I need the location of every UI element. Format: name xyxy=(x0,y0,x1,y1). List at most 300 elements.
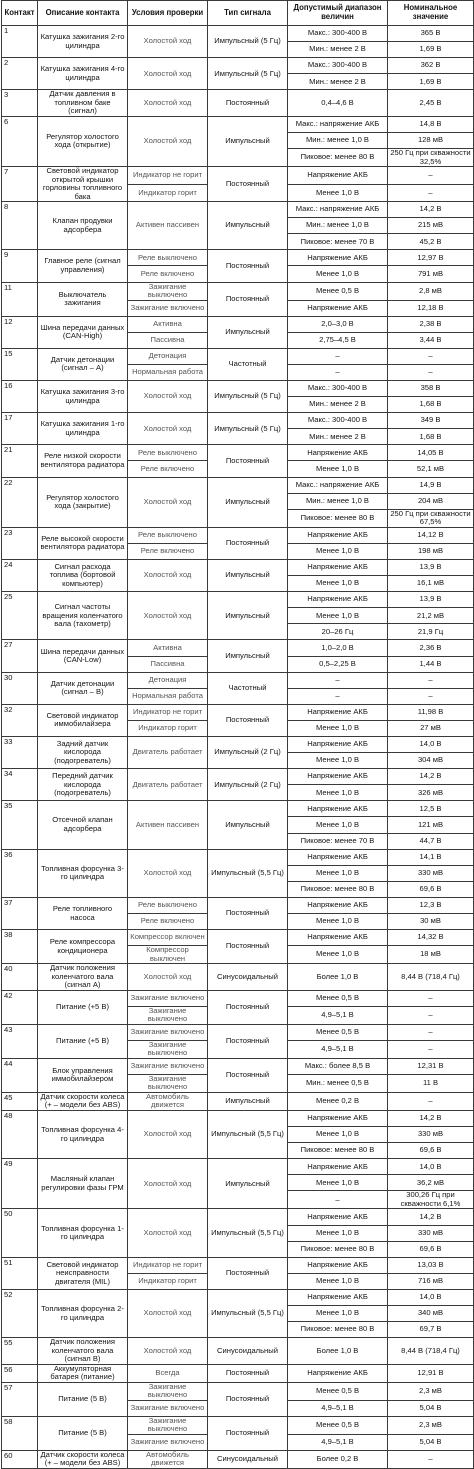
allowed-range: Напряжение АКБ xyxy=(288,736,388,752)
check-condition: Холостой ход xyxy=(128,90,208,117)
contact-number: 35 xyxy=(2,801,38,849)
contact-number: 58 xyxy=(2,1416,38,1450)
contact-number: 23 xyxy=(2,527,38,559)
allowed-range: Напряжение АКБ xyxy=(288,704,388,720)
contact-number: 21 xyxy=(2,445,38,477)
contact-description: Датчик детонации (сигнал – В) xyxy=(38,672,128,704)
allowed-range: Напряжение АКБ xyxy=(288,801,388,817)
contact-number: 52 xyxy=(2,1289,38,1337)
nominal-value: 1,68 В xyxy=(388,429,474,445)
table-row xyxy=(2,1416,474,1434)
nominal-value: 8,44 В (718,4 Гц) xyxy=(388,1338,474,1365)
allowed-range: Макс.: 300-400 В xyxy=(288,381,388,397)
allowed-range: Менее 0,5 В xyxy=(288,1416,388,1434)
contact-description: Регулятор холостого хода (закрытие) xyxy=(38,477,128,527)
nominal-value: 69,6 В xyxy=(388,881,474,897)
nominal-value: 30 мВ xyxy=(388,914,474,930)
nominal-value: 1,68 В xyxy=(388,397,474,413)
nominal-value: 2,36 В xyxy=(388,640,474,656)
check-condition: Активна xyxy=(128,316,208,332)
nominal-value: 330 мВ xyxy=(388,1127,474,1143)
signal-type: Импульсный (5,5 Гц) xyxy=(208,1209,288,1257)
contact-number: 9 xyxy=(2,250,38,282)
signal-type: Импульсный xyxy=(208,640,288,672)
table-row xyxy=(2,1338,474,1365)
allowed-range: Напряжение АКБ xyxy=(288,592,388,608)
table-row xyxy=(2,1364,474,1382)
allowed-range: – xyxy=(288,364,388,380)
nominal-value: 12,97 В xyxy=(388,250,474,266)
signal-type: Импульсный xyxy=(208,801,288,849)
nominal-value: 2,8 мВ xyxy=(388,282,474,300)
allowed-range: Мин.: менее 2 В xyxy=(288,429,388,445)
contact-number: 57 xyxy=(2,1382,38,1416)
signal-type: Постоянный xyxy=(208,167,288,202)
contact-description: Топливная форсунка 1-го цилиндра xyxy=(38,1209,128,1257)
nominal-value: 250 Гц при скважности 67,5% xyxy=(388,509,474,527)
nominal-value: – xyxy=(388,1092,474,1110)
check-condition: Индикатор горит xyxy=(128,1273,208,1289)
check-condition: Двигатель работает xyxy=(128,736,208,768)
table-row xyxy=(2,559,474,575)
allowed-range: Менее 1,0 В xyxy=(288,184,388,202)
allowed-range: 4,9–5,1 В xyxy=(288,1400,388,1416)
nominal-value: 330 мВ xyxy=(388,865,474,881)
contact-number: 25 xyxy=(2,592,38,640)
allowed-range: Напряжение АКБ xyxy=(288,849,388,865)
contact-description: Световой индикатор иммобилайзера xyxy=(38,704,128,736)
contact-number: 6 xyxy=(2,116,38,166)
allowed-range: Менее 0,5 В xyxy=(288,1024,388,1040)
allowed-range: Макс.: напряжение АКБ xyxy=(288,477,388,493)
contact-description: Выключатель зажигания xyxy=(38,282,128,316)
contact-description: Реле низкой скорости вентилятора радиатора xyxy=(38,445,128,477)
spec-table xyxy=(1,0,474,1469)
check-condition: Зажигание включено xyxy=(128,1024,208,1040)
signal-type: Импульсный xyxy=(208,477,288,527)
allowed-range: Напряжение АКБ xyxy=(288,769,388,785)
nominal-value: 12,3 В xyxy=(388,897,474,913)
contact-description: Катушка зажигания 1-го цилиндра xyxy=(38,413,128,445)
allowed-range: Пиковое: менее 80 В xyxy=(288,881,388,897)
check-condition: Активен пассивен xyxy=(128,202,208,250)
contact-description: Питание (5 В) xyxy=(38,1382,128,1416)
check-condition: Холостой ход xyxy=(128,477,208,527)
nominal-value: 44,7 В xyxy=(388,833,474,849)
contact-description: Аккумуляторная батарея (питание) xyxy=(38,1364,128,1382)
allowed-range: 4,9–5,1 В xyxy=(288,1006,388,1024)
table-row xyxy=(2,704,474,720)
allowed-range: Напряжение АКБ xyxy=(288,1159,388,1175)
table-row xyxy=(2,672,474,688)
table-body xyxy=(2,26,474,1469)
allowed-range: Пиковое: менее 80 В xyxy=(288,509,388,527)
nominal-value: 128 мВ xyxy=(388,132,474,148)
allowed-range: Пиковое: менее 80 В xyxy=(288,1322,388,1338)
nominal-value: 1,44 В xyxy=(388,656,474,672)
check-condition: Зажигание включено xyxy=(128,990,208,1006)
signal-type: Постоянный xyxy=(208,1058,288,1092)
allowed-range: Мин.: менее 1,0 В xyxy=(288,132,388,148)
check-condition: Индикатор горит xyxy=(128,184,208,202)
nominal-value: 69,6 В xyxy=(388,1143,474,1159)
header-signal-type: Тип сигнала xyxy=(208,1,288,26)
nominal-value: 12,5 В xyxy=(388,801,474,817)
nominal-value: – xyxy=(388,672,474,688)
contact-number: 56 xyxy=(2,1364,38,1382)
check-condition: Холостой ход xyxy=(128,964,208,991)
table-row xyxy=(2,849,474,865)
allowed-range: Менее 0,2 В xyxy=(288,1092,388,1110)
check-condition: Зажигание выключено xyxy=(128,1040,208,1058)
nominal-value: 326 мВ xyxy=(388,785,474,801)
contact-description: Реле компрессора кондиционера xyxy=(38,930,128,964)
allowed-range: – xyxy=(288,688,388,704)
contact-number: 49 xyxy=(2,1159,38,1209)
nominal-value: 27 мВ xyxy=(388,720,474,736)
check-condition: Зажигание выключено xyxy=(128,1074,208,1092)
allowed-range: Напряжение АКБ xyxy=(288,1364,388,1382)
header-description: Описание контакта xyxy=(38,1,128,26)
table-row xyxy=(2,964,474,991)
contact-description: Блок управления иммобилайзером xyxy=(38,1058,128,1092)
contact-number: 51 xyxy=(2,1257,38,1289)
allowed-range: Менее 1,0 В xyxy=(288,946,388,964)
nominal-value: 2,38 В xyxy=(388,316,474,332)
contact-description: Датчик положения коленчатого вала (сигнал А) xyxy=(38,964,128,991)
signal-type: Постоянный xyxy=(208,990,288,1024)
contact-description: Питание (5 В) xyxy=(38,1416,128,1450)
check-condition: Реле выключено xyxy=(128,897,208,913)
table-row xyxy=(2,527,474,543)
table-row xyxy=(2,348,474,364)
contact-number: 7 xyxy=(2,167,38,202)
contact-number: 22 xyxy=(2,477,38,527)
header-contact: Контакт xyxy=(2,1,38,26)
allowed-range: Пиковое: менее 80 В xyxy=(288,1143,388,1159)
contact-description: Сигнал расхода топлива (бортовой компьютер) xyxy=(38,559,128,591)
check-condition: Реле выключено xyxy=(128,445,208,461)
check-condition: Холостой ход xyxy=(128,559,208,591)
contact-description: Топливная форсунка 3-го цилиндра xyxy=(38,849,128,897)
nominal-value: 12,18 В xyxy=(388,300,474,316)
table-row xyxy=(2,1159,474,1175)
signal-type: Импульсный xyxy=(208,116,288,166)
allowed-range: Более 1,0 В xyxy=(288,1338,388,1365)
contact-description: Шина передачи данных (CAN-High) xyxy=(38,316,128,348)
nominal-value: – xyxy=(388,1450,474,1468)
signal-type: Импульсный xyxy=(208,316,288,348)
contact-number: 30 xyxy=(2,672,38,704)
nominal-value: 5,04 В xyxy=(388,1434,474,1450)
allowed-range: Мин.: менее 1,0 В xyxy=(288,493,388,509)
table-row xyxy=(2,316,474,332)
allowed-range: Макс.: 300-400 В xyxy=(288,413,388,429)
nominal-value: 14,2 В xyxy=(388,769,474,785)
contact-description: Реле высокой скорости вентилятора радиатора xyxy=(38,527,128,559)
nominal-value: – xyxy=(388,1024,474,1040)
table-row xyxy=(2,1450,474,1468)
contact-number: 15 xyxy=(2,348,38,380)
allowed-range: Мин.: менее 0,5 В xyxy=(288,1074,388,1092)
nominal-value: – xyxy=(388,990,474,1006)
allowed-range: Менее 1,0 В xyxy=(288,576,388,592)
header-conditions: Условия проверки xyxy=(128,1,208,26)
nominal-value: 13,03 В xyxy=(388,1257,474,1273)
nominal-value: 45,2 В xyxy=(388,234,474,250)
table-row xyxy=(2,58,474,74)
table-row xyxy=(2,1289,474,1305)
check-condition: Нормальная работа xyxy=(128,688,208,704)
contact-description: Датчик скорости колеса (+ – модели без ABS) xyxy=(38,1092,128,1110)
contact-number: 34 xyxy=(2,769,38,801)
nominal-value: – xyxy=(388,1006,474,1024)
check-condition: Всегда xyxy=(128,1364,208,1382)
contact-description: Топливная форсунка 2-го цилиндра xyxy=(38,1289,128,1337)
check-condition: Зажигание включено xyxy=(128,1400,208,1416)
signal-type: Синусоидальный xyxy=(208,1338,288,1365)
contact-number: 42 xyxy=(2,990,38,1024)
check-condition: Зажигание выключено xyxy=(128,1416,208,1434)
check-condition: Зажигание включено xyxy=(128,300,208,316)
nominal-value: 14,32 В xyxy=(388,930,474,946)
contact-number: 45 xyxy=(2,1092,38,1110)
signal-type: Импульсный (5,5 Гц) xyxy=(208,1110,288,1158)
signal-type: Частотный xyxy=(208,348,288,380)
check-condition: Зажигание включено xyxy=(128,1058,208,1074)
table-row xyxy=(2,1257,474,1273)
check-condition: Реле выключено xyxy=(128,527,208,543)
nominal-value: – xyxy=(388,167,474,185)
signal-type: Импульсный xyxy=(208,559,288,591)
nominal-value: 340 мВ xyxy=(388,1306,474,1322)
nominal-value: 69,7 В xyxy=(388,1322,474,1338)
check-condition: Холостой ход xyxy=(128,58,208,90)
contact-description: Сигнал частоты вращения коленчатого вала (тахометр) xyxy=(38,592,128,640)
table-row xyxy=(2,90,474,117)
signal-type: Постоянный xyxy=(208,930,288,964)
table-row xyxy=(2,1092,474,1110)
signal-type: Импульсный (5,5 Гц) xyxy=(208,1289,288,1337)
contact-number: 3 xyxy=(2,90,38,117)
nominal-value: 14,12 В xyxy=(388,527,474,543)
table-row xyxy=(2,250,474,266)
table-row xyxy=(2,202,474,218)
check-condition: Реле включено xyxy=(128,543,208,559)
contact-number: 60 xyxy=(2,1450,38,1468)
signal-type: Импульсный xyxy=(208,592,288,640)
check-condition: Компрессор выключен xyxy=(128,946,208,964)
check-condition: Холостой ход xyxy=(128,1209,208,1257)
check-condition: Зажигание выключено xyxy=(128,1382,208,1400)
table-row xyxy=(2,381,474,397)
contact-description: Питание (+5 В) xyxy=(38,1024,128,1058)
nominal-value: 716 мВ xyxy=(388,1273,474,1289)
allowed-range: Напряжение АКБ xyxy=(288,1110,388,1126)
nominal-value: 14,8 В xyxy=(388,116,474,132)
table-row xyxy=(2,1058,474,1074)
nominal-value: 3,44 В xyxy=(388,332,474,348)
signal-type: Импульсный (5,5 Гц) xyxy=(208,849,288,897)
nominal-value: 21,2 мВ xyxy=(388,608,474,624)
allowed-range: 0,4–4,6 В xyxy=(288,90,388,117)
contact-number: 16 xyxy=(2,381,38,413)
allowed-range: 2,75–4,5 В xyxy=(288,332,388,348)
allowed-range: Пиковое: менее 70 В xyxy=(288,833,388,849)
allowed-range: Менее 1,0 В xyxy=(288,543,388,559)
table-row xyxy=(2,897,474,913)
allowed-range: Менее 1,0 В xyxy=(288,720,388,736)
check-condition: Зажигание выключено xyxy=(128,1006,208,1024)
nominal-value: 2,3 мВ xyxy=(388,1416,474,1434)
check-condition: Двигатель работает xyxy=(128,769,208,801)
contact-number: 17 xyxy=(2,413,38,445)
contact-number: 55 xyxy=(2,1338,38,1365)
contact-description: Шина передачи данных (CAN-Low) xyxy=(38,640,128,672)
allowed-range: Более 1,0 В xyxy=(288,964,388,991)
allowed-range: – xyxy=(288,1191,388,1209)
allowed-range: Напряжение АКБ xyxy=(288,930,388,946)
contact-description: Световой индикатор открытой крышки горловины топливного бака xyxy=(38,167,128,202)
table-row xyxy=(2,167,474,185)
allowed-range: Пиковое: менее 80 В xyxy=(288,1241,388,1257)
contact-number: 27 xyxy=(2,640,38,672)
nominal-value: 121 мВ xyxy=(388,817,474,833)
table-row xyxy=(2,1209,474,1225)
allowed-range: Менее 1,0 В xyxy=(288,1306,388,1322)
table-row xyxy=(2,801,474,817)
allowed-range: Менее 1,0 В xyxy=(288,461,388,477)
allowed-range: Менее 0,5 В xyxy=(288,282,388,300)
signal-type: Постоянный xyxy=(208,1382,288,1416)
nominal-value: 5,04 В xyxy=(388,1400,474,1416)
table-row xyxy=(2,592,474,608)
table-row xyxy=(2,1110,474,1126)
signal-type: Синусоидальный xyxy=(208,1450,288,1468)
check-condition: Зажигание включено xyxy=(128,1434,208,1450)
allowed-range: Менее 1,0 В xyxy=(288,1225,388,1241)
check-condition: Индикатор горит xyxy=(128,720,208,736)
allowed-range: Менее 1,0 В xyxy=(288,753,388,769)
contact-number: 8 xyxy=(2,202,38,250)
table-row xyxy=(2,736,474,752)
allowed-range: Менее 1,0 В xyxy=(288,266,388,282)
nominal-value: 14,9 В xyxy=(388,477,474,493)
table-row xyxy=(2,282,474,300)
check-condition: Компрессор включен xyxy=(128,930,208,946)
check-condition: Холостой ход xyxy=(128,1289,208,1337)
nominal-value: 330 мВ xyxy=(388,1225,474,1241)
check-condition: Индикатор не горит xyxy=(128,704,208,720)
table-row xyxy=(2,477,474,493)
signal-type: Импульсный xyxy=(208,1159,288,1209)
nominal-value: 14,0 В xyxy=(388,1289,474,1305)
nominal-value: 362 В xyxy=(388,58,474,74)
allowed-range: Напряжение АКБ xyxy=(288,527,388,543)
contact-number: 36 xyxy=(2,849,38,897)
check-condition: Холостой ход xyxy=(128,26,208,58)
nominal-value: – xyxy=(388,688,474,704)
contact-description: Топливная форсунка 4-го цилиндра xyxy=(38,1110,128,1158)
contact-description: Датчик детонации (сигнал – А) xyxy=(38,348,128,380)
contact-number: 12 xyxy=(2,316,38,348)
allowed-range: Макс.: более 8,5 В xyxy=(288,1058,388,1074)
allowed-range: Менее 1,0 В xyxy=(288,1127,388,1143)
table-row xyxy=(2,930,474,946)
contact-number: 32 xyxy=(2,704,38,736)
allowed-range: Макс.: напряжение АКБ xyxy=(288,202,388,218)
nominal-value: 14,2 В xyxy=(388,202,474,218)
table-row xyxy=(2,769,474,785)
nominal-value: 12,31 В xyxy=(388,1058,474,1074)
check-condition: Пассивна xyxy=(128,332,208,348)
check-condition: Детонация xyxy=(128,348,208,364)
signal-type: Постоянный xyxy=(208,445,288,477)
nominal-value: 16,1 мВ xyxy=(388,576,474,592)
nominal-value: 1,69 В xyxy=(388,74,474,90)
allowed-range: 4,9–5,1 В xyxy=(288,1040,388,1058)
nominal-value: 52,1 мВ xyxy=(388,461,474,477)
allowed-range: Пиковое: менее 70 В xyxy=(288,234,388,250)
allowed-range: Менее 0,5 В xyxy=(288,990,388,1006)
allowed-range: Макс.: 300-400 В xyxy=(288,26,388,42)
allowed-range: 4,9–5,1 В xyxy=(288,1434,388,1450)
contact-number: 24 xyxy=(2,559,38,591)
allowed-range: Напряжение АКБ xyxy=(288,1209,388,1225)
nominal-value: 304 мВ xyxy=(388,753,474,769)
contact-number: 1 xyxy=(2,26,38,58)
allowed-range: Пиковое: менее 80 В xyxy=(288,149,388,167)
signal-type: Импульсный (2 Гц) xyxy=(208,736,288,768)
allowed-range: Менее 0,5 В xyxy=(288,1382,388,1400)
signal-type: Импульсный (5 Гц) xyxy=(208,58,288,90)
nominal-value: – xyxy=(388,1040,474,1058)
allowed-range: Напряжение АКБ xyxy=(288,897,388,913)
contact-number: 2 xyxy=(2,58,38,90)
check-condition: Активен пассивен xyxy=(128,801,208,849)
contact-description: Датчик положения коленчатого вала (сигнал В) xyxy=(38,1338,128,1365)
header-nominal: Номинальное значение xyxy=(388,1,474,26)
table-row xyxy=(2,445,474,461)
check-condition: Реле включено xyxy=(128,266,208,282)
allowed-range: Менее 1,0 В xyxy=(288,914,388,930)
allowed-range: Менее 1,0 В xyxy=(288,608,388,624)
nominal-value: 14,1 В xyxy=(388,849,474,865)
table-row xyxy=(2,990,474,1006)
signal-type: Постоянный xyxy=(208,1416,288,1450)
contact-description: Регулятор холостого хода (открытие) xyxy=(38,116,128,166)
signal-type: Импульсный xyxy=(208,202,288,250)
check-condition: Нормальная работа xyxy=(128,364,208,380)
allowed-range: – xyxy=(288,348,388,364)
allowed-range: Напряжение АКБ xyxy=(288,300,388,316)
allowed-range: Более 0,2 В xyxy=(288,1450,388,1468)
check-condition: Холостой ход xyxy=(128,1159,208,1209)
allowed-range: Менее 1,0 В xyxy=(288,1175,388,1191)
nominal-value: 14,2 В xyxy=(388,1110,474,1126)
nominal-value: 14,0 В xyxy=(388,736,474,752)
table-row xyxy=(2,26,474,42)
nominal-value: 358 В xyxy=(388,381,474,397)
nominal-value: 21,9 Гц xyxy=(388,624,474,640)
allowed-range: 1,0–2,0 В xyxy=(288,640,388,656)
check-condition: Реле включено xyxy=(128,914,208,930)
signal-type: Импульсный (5 Гц) xyxy=(208,26,288,58)
check-condition: Холостой ход xyxy=(128,1110,208,1158)
check-condition: Зажигание выключено xyxy=(128,282,208,300)
check-condition: Реле выключено xyxy=(128,250,208,266)
nominal-value: 14,0 В xyxy=(388,1159,474,1175)
